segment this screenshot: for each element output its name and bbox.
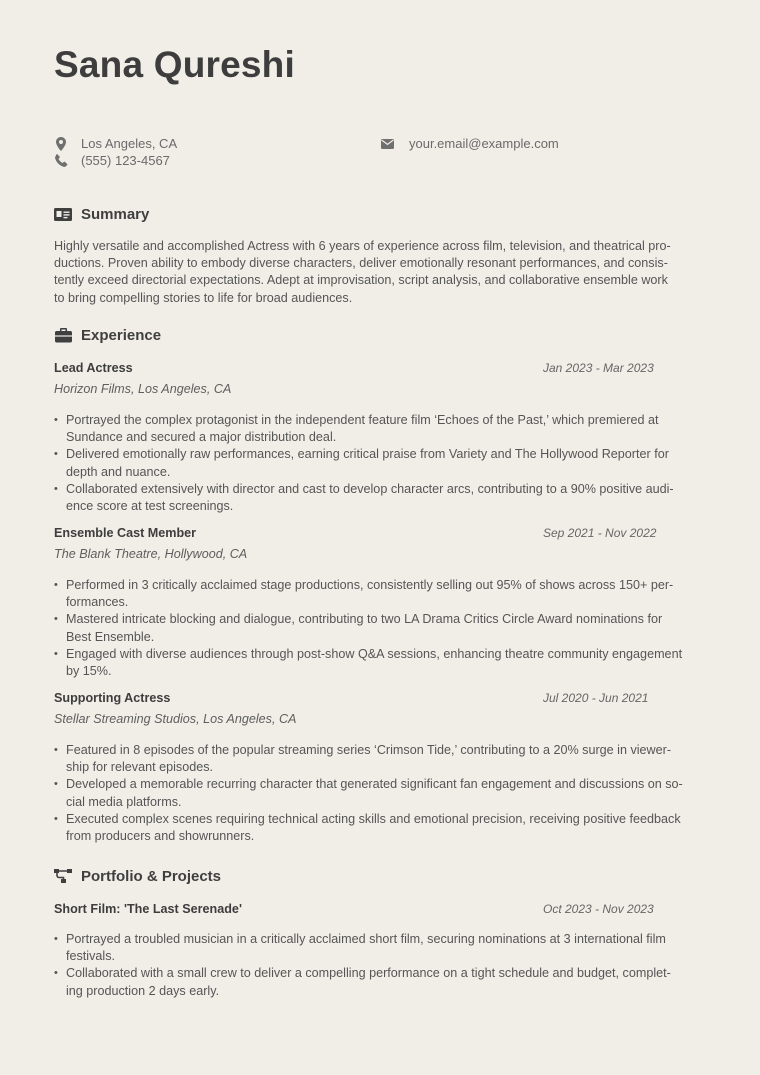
bullet-line: • Portrayed a troubled musician in a critically acclaimed short film, securing nominations at 3 international film bbox=[66, 932, 666, 946]
portfolio-title: Portfolio & Projects bbox=[81, 868, 222, 885]
project-bullets bbox=[54, 931, 714, 1000]
bullet-line: • Delivered emotionally raw performances, earning critical praise from Variety and The Hollywood Reporter for bbox=[66, 447, 669, 462]
list-item bbox=[54, 412, 714, 446]
list-item bbox=[54, 776, 714, 810]
list-item bbox=[54, 742, 714, 776]
bullet-line: • Developed a memorable recurring character that generated significant fan engagement and discussions on so- bbox=[66, 777, 683, 792]
job-organization: Horizon Films, Los Angeles, CA bbox=[54, 382, 232, 396]
experience-heading bbox=[54, 327, 161, 344]
phone-text: (555) 123-4567 bbox=[81, 153, 170, 168]
id-card-icon bbox=[54, 207, 72, 223]
sitemap-icon bbox=[54, 869, 72, 885]
contact-email bbox=[380, 136, 559, 151]
contact-location bbox=[54, 136, 177, 151]
candidate-name: Sana Qureshi bbox=[54, 44, 295, 85]
summary-title: Summary bbox=[81, 206, 150, 223]
job-dates: Jul 2020 - Jun 2021 bbox=[543, 691, 649, 705]
summary-line: Highly versatile and accomplished Actress with 6 years of experience across film, television, and theatrical pro- bbox=[54, 239, 671, 253]
list-item bbox=[54, 446, 714, 480]
job-organization: The Blank Theatre, Hollywood, CA bbox=[54, 547, 248, 561]
summary-line: to bring compelling stories to life for broad audiences. bbox=[54, 290, 353, 305]
list-item bbox=[54, 965, 714, 999]
list-item bbox=[54, 611, 714, 645]
job-dates: Jan 2023 - Mar 2023 bbox=[543, 361, 654, 375]
bullet-line: • Collaborated with a small crew to deliver a compelling performance on a tight schedule and budget, complet- bbox=[66, 966, 671, 981]
bullet-line: Sundance and secured a major distribution deal. bbox=[66, 430, 337, 445]
bullet-line: • Executed complex scenes requiring technical acting skills and emotional precision, receiving positive feedback bbox=[66, 811, 681, 826]
summary-line: tently exceed directorial expectations. Adept at improvisation, script analysis, and collaborative ensemble work bbox=[54, 273, 668, 288]
job-bullets bbox=[54, 577, 714, 680]
project-dates: Oct 2023 - Nov 2023 bbox=[543, 902, 654, 916]
job-dates: Sep 2021 - Nov 2022 bbox=[543, 526, 657, 540]
job-bullets bbox=[54, 412, 714, 515]
list-item bbox=[54, 811, 714, 845]
bullet-line: ship for relevant episodes. bbox=[66, 760, 214, 775]
job-role: Supporting Actress bbox=[54, 691, 171, 705]
bullet-line: ence score at test screenings. bbox=[66, 499, 234, 514]
job-bullets bbox=[54, 742, 714, 845]
email-text: your.email@example.com bbox=[409, 136, 559, 151]
bullet-line: by 15%. bbox=[66, 664, 112, 679]
bullet-line: festivals. bbox=[66, 949, 115, 964]
contact-phone bbox=[54, 153, 170, 168]
bullet-line: cial media platforms. bbox=[66, 794, 182, 809]
list-item bbox=[54, 577, 714, 611]
list-item bbox=[54, 481, 714, 515]
summary-heading bbox=[54, 206, 149, 223]
location-text: Los Angeles, CA bbox=[81, 136, 178, 151]
job-role: Ensemble Cast Member bbox=[54, 526, 197, 540]
bullet-line: • Portrayed the complex protagonist in the independent feature film ‘Echoes of the Past,’ which premiered at bbox=[66, 413, 659, 427]
bullet-line: • Engaged with diverse audiences through post-show Q&A sessions, enhancing theatre community engagement bbox=[66, 646, 683, 661]
bullet-line: • Collaborated extensively with director and cast to develop character arcs, contributing to a 90% positive audi- bbox=[66, 481, 674, 496]
map-pin-icon bbox=[54, 137, 68, 151]
summary-text bbox=[54, 238, 704, 307]
bullet-line: Best Ensemble. bbox=[66, 629, 155, 644]
list-item bbox=[54, 646, 714, 680]
envelope-icon bbox=[380, 137, 394, 151]
summary-line: ductions. Proven ability to embody diverse characters, deliver emotionally resonant performances, and consis- bbox=[54, 256, 668, 271]
experience-title: Experience bbox=[81, 327, 162, 344]
bullet-line: • Performed in 3 critically acclaimed stage productions, consistently selling out 95% of shows across 150+ per- bbox=[66, 578, 674, 592]
bullet-line: • Featured in 8 episodes of the popular streaming series ‘Crimson Tide,’ contributing to a 20% surge in viewer- bbox=[66, 743, 672, 757]
portfolio-heading bbox=[54, 868, 221, 885]
phone-icon bbox=[54, 154, 68, 168]
bullet-line: from producers and showrunners. bbox=[66, 829, 255, 844]
bullet-line: ing production 2 days early. bbox=[66, 983, 220, 998]
bullet-line: • Mastered intricate blocking and dialogue, contributing to two LA Drama Critics Circle Award nominations for bbox=[66, 612, 663, 627]
bullet-line: depth and nuance. bbox=[66, 464, 171, 479]
project-name: Short Film: 'The Last Serenade' bbox=[54, 902, 242, 916]
list-item bbox=[54, 931, 714, 965]
job-organization: Stellar Streaming Studios, Los Angeles, CA bbox=[54, 712, 297, 726]
briefcase-icon bbox=[54, 328, 72, 344]
job-role: Lead Actress bbox=[54, 361, 133, 375]
bullet-line: formances. bbox=[66, 595, 129, 610]
